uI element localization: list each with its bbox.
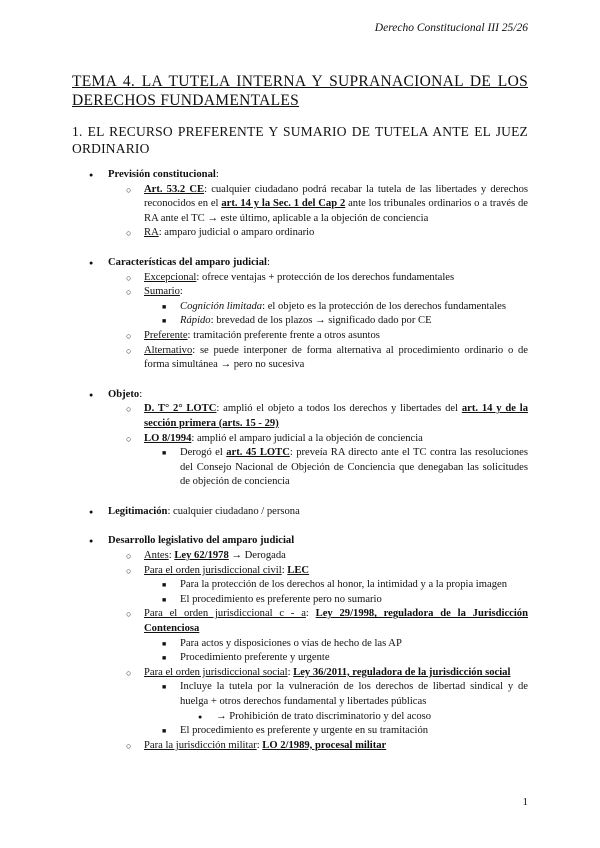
list-item: ■ El procedimiento es preferente y urgente en su tramitación: [72, 724, 528, 739]
list-item: ○ Para el orden jurisdiccional c - a: Ley 29/1998, reguladora de la Jurisdicción Contenciosa: [72, 607, 528, 636]
legal-reference: Ley 29/1998, reguladora de la Jurisdicción Contenciosa: [144, 608, 529, 635]
legal-reference: Ley 36/2011, reguladora de la jurisdicción social: [293, 666, 511, 678]
legal-reference: LO 8/1994: [144, 432, 192, 444]
list-item-prevision: ● Previsión constitucional:: [72, 168, 528, 183]
legal-reference: art. 45 LOTC: [226, 447, 290, 459]
bullet-label: Desarrollo legislativo del amparo judicial: [108, 535, 295, 547]
list-item: ○ RA: amparo judicial o amparo ordinario: [72, 226, 528, 241]
section-heading: 1. EL RECURSO PREFERENTE Y SUMARIO DE TUTELA ANTE EL JUEZ ORDINARIO: [72, 124, 528, 156]
list-item-desarrollo: [72, 534, 528, 549]
legal-reference: D. T° 2° LOTC: [144, 403, 217, 415]
list-item-caracteristicas: ● Características del amparo judicial:: [72, 256, 528, 271]
legal-reference: art. 14 y la Sec. 1 del Cap 2: [221, 198, 346, 210]
page-number: 1: [522, 796, 528, 808]
list-item: ■ Procedimiento preferente y urgente: [72, 651, 528, 666]
list-item: ■ Para la protección de los derechos al honor, la intimidad y a la propia imagen: [72, 578, 528, 593]
list-item: ○ Sumario:: [72, 285, 528, 300]
list-item: ■ El procedimiento es preferente pero no sumario: [72, 593, 528, 608]
chapter-title: TEMA 4. LA TUTELA INTERNA Y SUPRANACIONAL DE LOS DERECHOS FUNDAMENTALES: [72, 73, 528, 109]
list-item: ■ Para actos y disposiciones o vías de hecho de las AP: [72, 637, 528, 652]
legal-reference: Ley 62/1978: [174, 550, 229, 562]
list-item: ○ Para el orden jurisdiccional social: Ley 36/2011, reguladora de la jurisdicción social: [72, 666, 528, 681]
list-item: ○ Para el orden jurisdiccional civil: LEC: [72, 564, 528, 579]
bullet-label: Características del amparo judicial: [108, 256, 267, 268]
list-item: ○ LO 8/1994: amplió el amparo judicial a la objeción de conciencia: [72, 432, 528, 447]
bullet-label: Objeto: [108, 388, 140, 400]
list-item: ● → Prohibición de trato discriminatorio y del acoso: [72, 710, 528, 725]
legal-reference: Art. 53.2 CE: [144, 183, 205, 195]
list-item: ○ Art. 53.2 CE: cualquier ciudadano podrá recabar la tutela de las libertades y derechos reconocidos en el art. 14 y la Sec. 1 del Cap 2 ante los tribunales ordinarios o a través de RA ante el TC → este último, aplicable a la objeción de conciencia: [72, 183, 528, 227]
list-item: ○ D. T° 2° LOTC: amplió el objeto a todos los derechos y libertades del art. 14 y de la sección primera (arts. 15 - 29): [72, 402, 528, 431]
list-item: ○ Alternativo: se puede interponer de forma alternativa al procedimiento ordinario o de forma simultánea → pero no sucesiva: [72, 344, 528, 373]
list-item: ○ Para la jurisdicción militar: LO 2/1989, procesal militar: [72, 739, 528, 754]
legal-reference: art. 14 y de la sección primera (arts. 15 - 29): [144, 403, 528, 429]
legal-reference: LO 2/1989, procesal militar: [262, 739, 387, 751]
list-item: ■ Cognición limitada: el objeto es la protección de los derechos fundamentales: [72, 300, 528, 315]
list-item: ■ Rápido: brevedad de los plazos → significado dado por CE: [72, 314, 528, 329]
list-item: ○ Preferente: tramitación preferente frente a otros asuntos: [72, 329, 528, 344]
list-item-objeto: ● Objeto:: [72, 388, 528, 403]
list-item: ○ Antes: Ley 62/1978 → Derogada: [72, 549, 528, 564]
document-body: [72, 168, 528, 753]
running-header: Derecho Constitucional III 25/26: [374, 22, 528, 34]
legal-reference: LEC: [287, 564, 310, 576]
list-item: ■ Incluye la tutela por la vulneración de los derechos de libertad sindical y de huelga + otros derechos fundamental y libertades públicas: [72, 680, 528, 709]
list-item: ○ Excepcional: ofrece ventajas + protección de los derechos fundamentales: [72, 271, 528, 286]
bullet-label: Previsión constitucional: [108, 169, 216, 180]
list-item: ■ Derogó el art. 45 LOTC: preveía RA directo ante el TC contra las resoluciones del Consejo Nacional de Objeción de Conciencia que denegaban las solicitudes de objeción de conciencia: [72, 446, 528, 490]
list-item-legitimacion: ● Legitimación: cualquier ciudadano / persona: [72, 505, 528, 520]
bullet-label: Legitimación: [108, 505, 168, 517]
